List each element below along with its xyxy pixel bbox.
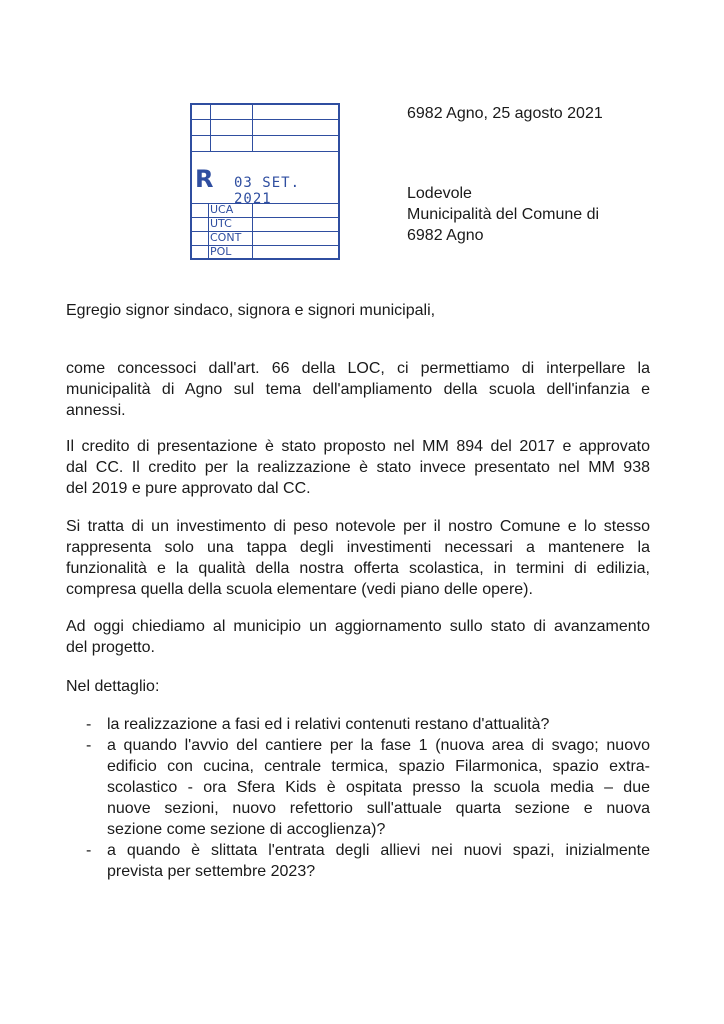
question-line: scolastico - ora Sfera Kids è ospitata presso la scuola media – due bbox=[107, 779, 650, 796]
paragraph-line: Ad oggi chiediamo al municipio un aggiornamento sullo stato di avanzamento bbox=[66, 618, 650, 635]
received-stamp bbox=[190, 103, 340, 260]
addressee-block bbox=[407, 183, 599, 246]
paragraph-line: compresa quella della scuola elementare (vedi piano delle opere). bbox=[66, 581, 533, 598]
paragraph-line: funzionalità e la qualità della nostra offerta scolastica, in termini di edilizia, bbox=[66, 560, 650, 577]
paragraph-line: municipalità di Agno sul tema dell'ampliamento della scuola dell'infanzia e bbox=[66, 381, 650, 398]
paragraph-credits bbox=[66, 436, 650, 499]
stamp-received-letter: R bbox=[195, 165, 214, 193]
paragraph-line: Si tratta di un investimento di peso notevole per il nostro Comune e lo stesso bbox=[66, 518, 650, 535]
addressee-line: Lodevole bbox=[407, 185, 472, 202]
question-line: edificio con cucina, centrale termica, spazio Filarmonica, spazio extra- bbox=[107, 758, 650, 775]
paragraph-line: Il credito di presentazione è stato proposto nel MM 894 del 2017 e approvato bbox=[66, 438, 650, 455]
question-line: a quando è slittata l'entrata degli allievi nei nuovi spazi, inizialmente bbox=[107, 842, 650, 859]
paragraph-detail-intro bbox=[66, 676, 650, 697]
place-and-date: 6982 Agno, 25 agosto 2021 bbox=[407, 105, 603, 122]
question-list bbox=[86, 714, 650, 882]
paragraph-line: annessi. bbox=[66, 402, 126, 419]
paragraph-update-request bbox=[66, 616, 650, 658]
bullet-dash: - bbox=[86, 716, 92, 733]
stamp-code-utc: UTC bbox=[210, 217, 232, 230]
paragraph-line: Nel dettaglio: bbox=[66, 678, 160, 695]
paragraph-interpellation bbox=[66, 358, 650, 421]
question-line: nuove sezioni, nuovo refettorio sull'attuale quarta sezione e nuova bbox=[107, 800, 650, 817]
question-item bbox=[86, 714, 650, 735]
addressee-line: Municipalità del Comune di bbox=[407, 206, 600, 223]
question-line: prevista per settembre 2023? bbox=[107, 863, 316, 880]
paragraph-line: del progetto. bbox=[66, 639, 155, 656]
paragraph-line: rappresenta solo una tappa degli investimenti necessari a mantenere la bbox=[66, 539, 650, 556]
paragraph-investment bbox=[66, 516, 650, 600]
bullet-dash: - bbox=[86, 842, 92, 859]
stamp-code-uca: UCA bbox=[210, 203, 234, 216]
question-line: a quando l'avvio del cantiere per la fase 1 (nuova area di svago; nuovo bbox=[107, 737, 650, 754]
salutation: Egregio signor sindaco, signora e signori municipali, bbox=[66, 302, 436, 319]
question-line: sezione come sezione di accoglienza)? bbox=[107, 821, 386, 838]
paragraph-line: del 2019 e pure approvato dal CC. bbox=[66, 480, 311, 497]
paragraph-line: dal CC. Il credito per la realizzazione è stato invece presentato nel MM 938 bbox=[66, 459, 650, 476]
question-item bbox=[86, 840, 650, 882]
stamp-date: 03 SET. 2021 bbox=[234, 175, 301, 207]
addressee-line: 6982 Agno bbox=[407, 227, 484, 244]
stamp-code-pol: POL bbox=[210, 245, 232, 258]
stamp-code-cont: CONT bbox=[210, 231, 242, 244]
question-item bbox=[86, 735, 650, 840]
bullet-dash: - bbox=[86, 737, 92, 754]
paragraph-line: come concessoci dall'art. 66 della LOC, ci permettiamo di interpellare la bbox=[66, 360, 650, 377]
question-line: la realizzazione a fasi ed i relativi contenuti restano d'attualità? bbox=[107, 716, 550, 733]
